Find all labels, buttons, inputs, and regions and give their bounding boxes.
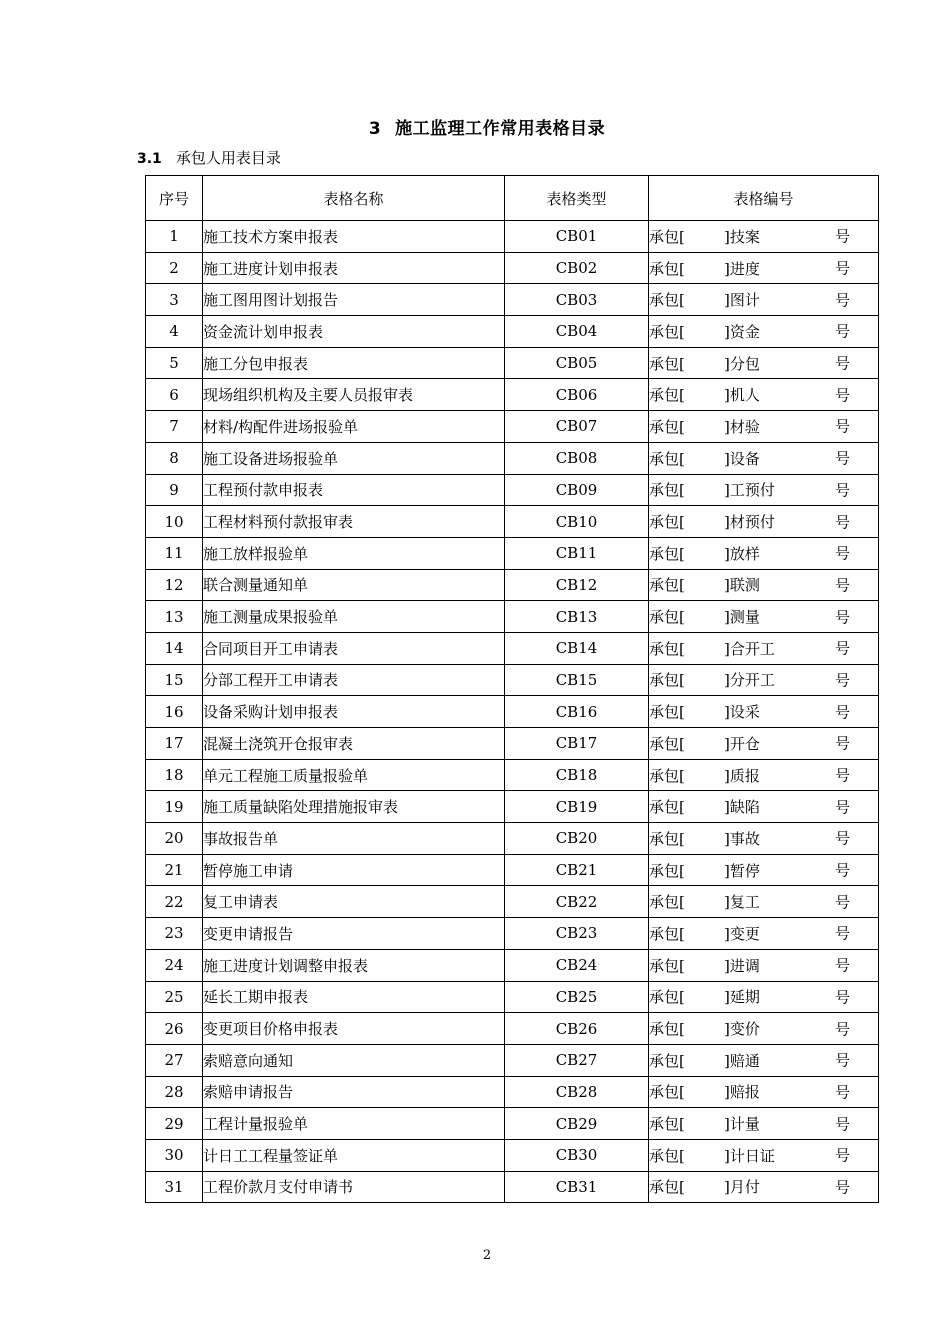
- code-abbreviation: ]变价: [724, 1020, 760, 1039]
- row-form-type: CB04: [505, 316, 649, 348]
- code-abbreviation: ]设备: [724, 449, 760, 468]
- section-title-text: 承包人用表目录: [175, 149, 281, 167]
- row-form-name: 混凝土浇筑开仓报审表: [203, 728, 505, 760]
- code-suffix: 号: [834, 259, 850, 278]
- code-suffix: 号: [834, 1020, 850, 1039]
- row-form-type: CB20: [505, 823, 649, 855]
- table-body: [146, 221, 879, 1203]
- table-row: [146, 316, 879, 348]
- code-abbreviation: ]设采: [724, 703, 760, 722]
- code-suffix: 号: [834, 386, 850, 405]
- code-prefix: 承包[: [649, 417, 685, 436]
- code-prefix: 承包[: [649, 1146, 685, 1165]
- row-form-name: 施工分包申报表: [203, 347, 505, 379]
- code-prefix: 承包[: [649, 1051, 685, 1070]
- code-prefix: 承包[: [649, 513, 685, 532]
- code-abbreviation: ]计量: [724, 1115, 760, 1134]
- code-prefix: 承包[: [649, 576, 685, 595]
- code-suffix: 号: [834, 544, 850, 563]
- table-row: [146, 1076, 879, 1108]
- code-abbreviation: ]工预付: [724, 481, 775, 500]
- row-form-name: 变更项目价格申报表: [203, 1013, 505, 1045]
- code-abbreviation: ]事故: [724, 829, 760, 848]
- row-serial-number: 26: [146, 1013, 203, 1045]
- code-prefix: 承包[: [649, 481, 685, 500]
- table-row: [146, 506, 879, 538]
- row-form-code: [649, 1076, 879, 1108]
- table-row: [146, 918, 879, 950]
- row-form-name: 合同项目开工申请表: [203, 632, 505, 664]
- code-prefix: 承包[: [649, 829, 685, 848]
- row-form-type: CB07: [505, 411, 649, 443]
- row-serial-number: 14: [146, 632, 203, 664]
- code-suffix: 号: [834, 861, 850, 880]
- row-form-type: CB14: [505, 632, 649, 664]
- code-prefix: 承包[: [649, 734, 685, 753]
- row-form-code: [649, 1013, 879, 1045]
- row-form-code: [649, 1171, 879, 1203]
- table-row: [146, 1108, 879, 1140]
- row-form-type: CB10: [505, 506, 649, 538]
- row-form-name: 施工设备进场报验单: [203, 442, 505, 474]
- table-row: [146, 1013, 879, 1045]
- row-serial-number: 22: [146, 886, 203, 918]
- code-prefix: 承包[: [649, 322, 685, 341]
- code-suffix: 号: [834, 608, 850, 627]
- row-form-type: CB06: [505, 379, 649, 411]
- row-form-type: CB21: [505, 854, 649, 886]
- code-prefix: 承包[: [649, 956, 685, 975]
- row-form-name: 索赔申请报告: [203, 1076, 505, 1108]
- row-form-code: [649, 221, 879, 253]
- table-row: [146, 284, 879, 316]
- code-abbreviation: ]合开工: [724, 639, 775, 658]
- row-form-name: 计日工工程量签证单: [203, 1139, 505, 1171]
- code-suffix: 号: [834, 1178, 850, 1197]
- code-prefix: 承包[: [649, 608, 685, 627]
- code-abbreviation: ]暂停: [724, 861, 760, 880]
- table-row: [146, 252, 879, 284]
- code-prefix: 承包[: [649, 671, 685, 690]
- row-form-name: 索赔意向通知: [203, 1044, 505, 1076]
- code-abbreviation: ]进度: [724, 259, 760, 278]
- row-form-type: CB22: [505, 886, 649, 918]
- row-serial-number: 13: [146, 601, 203, 633]
- code-abbreviation: ]赔通: [724, 1051, 760, 1070]
- row-form-code: [649, 569, 879, 601]
- row-form-name: 联合测量通知单: [203, 569, 505, 601]
- row-form-code: [649, 632, 879, 664]
- table-header-row: [146, 176, 879, 221]
- table-row: [146, 537, 879, 569]
- chapter-title: [0, 114, 950, 139]
- table-row: [146, 221, 879, 253]
- row-serial-number: 17: [146, 728, 203, 760]
- row-form-name: 单元工程施工质量报验单: [203, 759, 505, 791]
- code-suffix: 号: [834, 924, 850, 943]
- code-abbreviation: ]分包: [724, 354, 760, 373]
- code-prefix: 承包[: [649, 227, 685, 246]
- code-suffix: 号: [834, 576, 850, 595]
- row-form-type: CB17: [505, 728, 649, 760]
- code-prefix: 承包[: [649, 861, 685, 880]
- code-suffix: 号: [834, 227, 850, 246]
- code-prefix: 承包[: [649, 988, 685, 1007]
- row-form-name: 施工图用图计划报告: [203, 284, 505, 316]
- row-form-code: [649, 949, 879, 981]
- code-prefix: 承包[: [649, 1115, 685, 1134]
- row-form-code: [649, 1108, 879, 1140]
- table-row: [146, 664, 879, 696]
- section-number: 3.1: [137, 151, 162, 167]
- row-serial-number: 1: [146, 221, 203, 253]
- table-row: [146, 632, 879, 664]
- row-form-name: 设备采购计划申报表: [203, 696, 505, 728]
- table-row: [146, 981, 879, 1013]
- code-suffix: 号: [834, 354, 850, 373]
- code-abbreviation: ]机人: [724, 386, 760, 405]
- code-prefix: 承包[: [649, 449, 685, 468]
- code-prefix: 承包[: [649, 893, 685, 912]
- row-form-code: [649, 601, 879, 633]
- row-serial-number: 29: [146, 1108, 203, 1140]
- row-form-code: [649, 854, 879, 886]
- row-form-type: CB23: [505, 918, 649, 950]
- code-prefix: 承包[: [649, 1178, 685, 1197]
- row-form-name: 施工测量成果报验单: [203, 601, 505, 633]
- code-prefix: 承包[: [649, 291, 685, 310]
- code-prefix: 承包[: [649, 639, 685, 658]
- code-prefix: 承包[: [649, 703, 685, 722]
- code-abbreviation: ]材预付: [724, 513, 775, 532]
- table-row: [146, 696, 879, 728]
- table-row: [146, 569, 879, 601]
- header-form-type: 表格类型: [505, 176, 649, 221]
- table-row: [146, 949, 879, 981]
- row-form-code: [649, 664, 879, 696]
- code-abbreviation: ]技案: [724, 227, 760, 246]
- row-form-name: 施工进度计划调整申报表: [203, 949, 505, 981]
- row-form-code: [649, 474, 879, 506]
- row-serial-number: 5: [146, 347, 203, 379]
- header-serial-number: 序号: [146, 176, 203, 221]
- row-form-type: CB26: [505, 1013, 649, 1045]
- row-form-type: CB25: [505, 981, 649, 1013]
- table-row: [146, 601, 879, 633]
- code-abbreviation: ]复工: [724, 893, 760, 912]
- code-suffix: 号: [834, 829, 850, 848]
- code-prefix: 承包[: [649, 1083, 685, 1102]
- row-form-type: CB05: [505, 347, 649, 379]
- code-suffix: 号: [834, 639, 850, 658]
- code-suffix: 号: [834, 703, 850, 722]
- row-serial-number: 30: [146, 1139, 203, 1171]
- table-row: [146, 1171, 879, 1203]
- row-form-name: 工程计量报验单: [203, 1108, 505, 1140]
- row-form-type: CB13: [505, 601, 649, 633]
- row-form-code: [649, 347, 879, 379]
- table-row: [146, 854, 879, 886]
- header-form-name: 表格名称: [203, 176, 505, 221]
- row-form-code: [649, 823, 879, 855]
- row-serial-number: 12: [146, 569, 203, 601]
- code-abbreviation: ]月付: [724, 1178, 760, 1197]
- section-title: [137, 147, 281, 168]
- row-form-name: 复工申请表: [203, 886, 505, 918]
- code-prefix: 承包[: [649, 798, 685, 817]
- row-serial-number: 8: [146, 442, 203, 474]
- row-form-code: [649, 284, 879, 316]
- row-form-type: CB19: [505, 791, 649, 823]
- row-form-name: 延长工期申报表: [203, 981, 505, 1013]
- row-form-code: [649, 1139, 879, 1171]
- code-abbreviation: ]材验: [724, 417, 760, 436]
- table-row: [146, 823, 879, 855]
- code-suffix: 号: [834, 513, 850, 532]
- code-suffix: 号: [834, 766, 850, 785]
- row-form-type: CB28: [505, 1076, 649, 1108]
- code-abbreviation: ]资金: [724, 322, 760, 341]
- row-form-code: [649, 537, 879, 569]
- code-suffix: 号: [834, 798, 850, 817]
- row-form-name: 施工技术方案申报表: [203, 221, 505, 253]
- table-row: [146, 379, 879, 411]
- row-form-name: 分部工程开工申请表: [203, 664, 505, 696]
- row-serial-number: 10: [146, 506, 203, 538]
- row-form-name: 现场组织机构及主要人员报审表: [203, 379, 505, 411]
- code-prefix: 承包[: [649, 259, 685, 278]
- row-serial-number: 25: [146, 981, 203, 1013]
- code-abbreviation: ]赔报: [724, 1083, 760, 1102]
- row-form-type: CB31: [505, 1171, 649, 1203]
- row-serial-number: 21: [146, 854, 203, 886]
- code-suffix: 号: [834, 671, 850, 690]
- row-form-name: 暂停施工申请: [203, 854, 505, 886]
- row-serial-number: 15: [146, 664, 203, 696]
- row-serial-number: 6: [146, 379, 203, 411]
- table-row: [146, 759, 879, 791]
- code-suffix: 号: [834, 322, 850, 341]
- page-number: 2: [482, 1248, 492, 1263]
- row-form-type: CB24: [505, 949, 649, 981]
- code-suffix: 号: [834, 1115, 850, 1134]
- row-form-type: CB08: [505, 442, 649, 474]
- row-form-code: [649, 981, 879, 1013]
- row-form-type: CB09: [505, 474, 649, 506]
- code-abbreviation: ]缺陷: [724, 798, 760, 817]
- row-form-name: 工程预付款申报表: [203, 474, 505, 506]
- code-abbreviation: ]开仓: [724, 734, 760, 753]
- code-prefix: 承包[: [649, 544, 685, 563]
- row-form-name: 材料/构配件进场报验单: [203, 411, 505, 443]
- table-row: [146, 1044, 879, 1076]
- code-suffix: 号: [834, 449, 850, 468]
- row-form-name: 事故报告单: [203, 823, 505, 855]
- row-serial-number: 31: [146, 1171, 203, 1203]
- code-suffix: 号: [834, 956, 850, 975]
- row-form-code: [649, 411, 879, 443]
- row-form-code: [649, 316, 879, 348]
- table-row: [146, 886, 879, 918]
- form-index-table: [145, 175, 879, 1203]
- row-serial-number: 3: [146, 284, 203, 316]
- row-form-name: 施工进度计划申报表: [203, 252, 505, 284]
- row-form-type: CB11: [505, 537, 649, 569]
- row-serial-number: 18: [146, 759, 203, 791]
- code-suffix: 号: [834, 893, 850, 912]
- table-row: [146, 791, 879, 823]
- table-row: [146, 728, 879, 760]
- row-form-type: CB29: [505, 1108, 649, 1140]
- row-form-code: [649, 1044, 879, 1076]
- row-form-type: CB18: [505, 759, 649, 791]
- row-form-code: [649, 918, 879, 950]
- row-form-code: [649, 728, 879, 760]
- code-suffix: 号: [834, 1051, 850, 1070]
- code-abbreviation: ]联测: [724, 576, 760, 595]
- header-form-code: 表格编号: [649, 176, 879, 221]
- code-abbreviation: ]质报: [724, 766, 760, 785]
- row-form-type: CB01: [505, 221, 649, 253]
- code-suffix: 号: [834, 417, 850, 436]
- row-serial-number: 27: [146, 1044, 203, 1076]
- row-form-code: [649, 791, 879, 823]
- row-form-code: [649, 379, 879, 411]
- code-prefix: 承包[: [649, 766, 685, 785]
- code-prefix: 承包[: [649, 1020, 685, 1039]
- row-serial-number: 2: [146, 252, 203, 284]
- table-row: [146, 1139, 879, 1171]
- row-serial-number: 11: [146, 537, 203, 569]
- row-form-code: [649, 886, 879, 918]
- chapter-number: 3: [368, 119, 382, 139]
- row-form-code: [649, 252, 879, 284]
- row-serial-number: 23: [146, 918, 203, 950]
- row-serial-number: 28: [146, 1076, 203, 1108]
- row-form-name: 施工放样报验单: [203, 537, 505, 569]
- code-abbreviation: ]延期: [724, 988, 760, 1007]
- code-suffix: 号: [834, 1146, 850, 1165]
- row-form-code: [649, 696, 879, 728]
- row-form-code: [649, 442, 879, 474]
- table-row: [146, 411, 879, 443]
- code-suffix: 号: [834, 988, 850, 1007]
- row-form-code: [649, 506, 879, 538]
- row-serial-number: 4: [146, 316, 203, 348]
- row-serial-number: 20: [146, 823, 203, 855]
- row-serial-number: 19: [146, 791, 203, 823]
- row-serial-number: 16: [146, 696, 203, 728]
- table-row: [146, 442, 879, 474]
- chapter-title-text: 施工监理工作常用表格目录: [395, 119, 606, 139]
- row-form-type: CB03: [505, 284, 649, 316]
- row-serial-number: 24: [146, 949, 203, 981]
- code-abbreviation: ]变更: [724, 924, 760, 943]
- row-form-type: CB15: [505, 664, 649, 696]
- code-prefix: 承包[: [649, 924, 685, 943]
- code-abbreviation: ]图计: [724, 291, 760, 310]
- code-abbreviation: ]放样: [724, 544, 760, 563]
- code-abbreviation: ]计日证: [724, 1146, 775, 1165]
- table-row: [146, 474, 879, 506]
- code-suffix: 号: [834, 291, 850, 310]
- row-form-name: 资金流计划申报表: [203, 316, 505, 348]
- row-form-name: 工程材料预付款报审表: [203, 506, 505, 538]
- code-abbreviation: ]测量: [724, 608, 760, 627]
- code-suffix: 号: [834, 481, 850, 500]
- row-form-name: 变更申请报告: [203, 918, 505, 950]
- table-row: [146, 347, 879, 379]
- row-form-type: CB02: [505, 252, 649, 284]
- row-form-type: CB12: [505, 569, 649, 601]
- row-form-type: CB16: [505, 696, 649, 728]
- code-prefix: 承包[: [649, 354, 685, 373]
- row-form-type: CB27: [505, 1044, 649, 1076]
- row-serial-number: 9: [146, 474, 203, 506]
- code-abbreviation: ]进调: [724, 956, 760, 975]
- code-suffix: 号: [834, 1083, 850, 1102]
- row-serial-number: 7: [146, 411, 203, 443]
- code-suffix: 号: [834, 734, 850, 753]
- row-form-name: 施工质量缺陷处理措施报审表: [203, 791, 505, 823]
- row-form-type: CB30: [505, 1139, 649, 1171]
- row-form-code: [649, 759, 879, 791]
- code-prefix: 承包[: [649, 386, 685, 405]
- code-abbreviation: ]分开工: [724, 671, 775, 690]
- row-form-name: 工程价款月支付申请书: [203, 1171, 505, 1203]
